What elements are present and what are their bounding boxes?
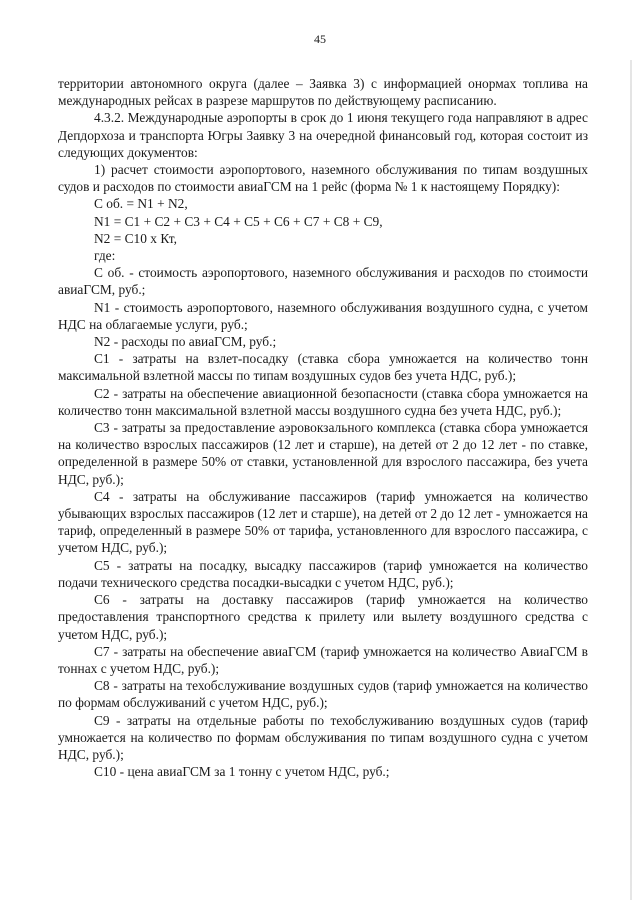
definition-item: С9 - затраты на отдельные работы по техобслуживанию воздушных судов (тариф умножается на количество по формам обслуживания по типам воздушного судна с учетом НДС, руб.); xyxy=(58,712,588,762)
definitions-list xyxy=(58,264,588,780)
formula-c-ob: С об. = N1 + N2, xyxy=(94,196,188,212)
paragraph-item-1: 1) расчет стоимости аэропортового, наземного обслуживания по типам воздушных судов и расходов по стоимости авиаГСМ на 1 рейс (форма № 1 к настоящему Порядку): xyxy=(58,162,588,195)
where-label: где: xyxy=(94,248,116,264)
definition-item: С7 - затраты на обеспечение авиаГСМ (тариф умножается на количество АвиаГСМ в тоннах с учетом НДС, руб.); xyxy=(58,643,588,676)
document-body xyxy=(58,75,588,780)
definition-item: N2 - расходы по авиаГСМ, руб.; xyxy=(94,334,277,350)
definition-item: N1 - стоимость аэропортового, наземного обслуживания воздушного судна, с учетом НДС на облагаемые услуги, руб.; xyxy=(58,299,588,332)
paragraph-4-3-2: 4.3.2. Международные аэропорты в срок до 1 июня текущего года направляют в адрес Депдорхоза и транспорта Югры Заявку 3 на очередной финансовый год, которая состоит из следующих документов: xyxy=(58,110,588,160)
formula-n2: N2 = С10 х Кт, xyxy=(94,230,177,246)
scan-edge xyxy=(630,60,632,900)
definition-item: С10 - цена авиаГСМ за 1 тонну с учетом НДС, руб.; xyxy=(94,764,390,780)
formula-n1: N1 = С1 + С2 + С3 + С4 + С5 + С6 + С7 + С8 + С9, xyxy=(94,213,383,229)
definition-item: С об. - стоимость аэропортового, наземного обслуживания и расходов по стоимости авиаГСМ, руб.; xyxy=(58,265,588,298)
definition-item: С8 - затраты на техобслуживание воздушных судов (тариф умножается на количество по формам обслуживаний с учетом НДС, руб.); xyxy=(58,678,588,711)
definition-item: С4 - затраты на обслуживание пассажиров (тариф умножается на количество убывающих взрослых пассажиров (12 лет и старше), на детей от 2 до 12 лет - умножается на тариф, определенный в размере 50% от тарифа, установленного для взрослого пассажира, с учетом НДС, руб.); xyxy=(58,488,588,556)
paragraph-intro: территории автономного округа (далее – Заявка 3) с информацией онормах топлива на международных рейсах в разрезе маршрутов по действующему расписанию. xyxy=(58,76,588,109)
definition-item: С6 - затраты на доставку пассажиров (тариф умножается на количество предоставления транспортного средства к прилету или вылету воздушного средства с учетом НДС, руб.); xyxy=(58,592,588,642)
definition-item: С3 - затраты за предоставление аэровокзального комплекса (ставка сбора умножается на количество взрослых пассажиров (12 лет и старше), на детей от 2 до 12 лет - по ставке, определенной в размере 50% от ставки, установленной для взрослого пассажира, без учета НДС, руб.); xyxy=(58,420,588,487)
definition-item: С5 - затраты на посадку, высадку пассажиров (тариф умножается на количество подачи технического средства посадки-высадки с учетом НДС, руб.); xyxy=(58,557,588,590)
definition-item: С1 - затраты на взлет-посадку (ставка сбора умножается на количество тонн максимальной взлетной массы по типам воздушных судов без учета НДС, руб.); xyxy=(58,351,588,384)
page-number: 45 xyxy=(314,32,326,46)
definition-item: С2 - затраты на обеспечение авиационной безопасности (ставка сбора умножается на количество тонн максимальной взлетной массы воздушного судна без учета НДС, руб.); xyxy=(58,385,588,418)
